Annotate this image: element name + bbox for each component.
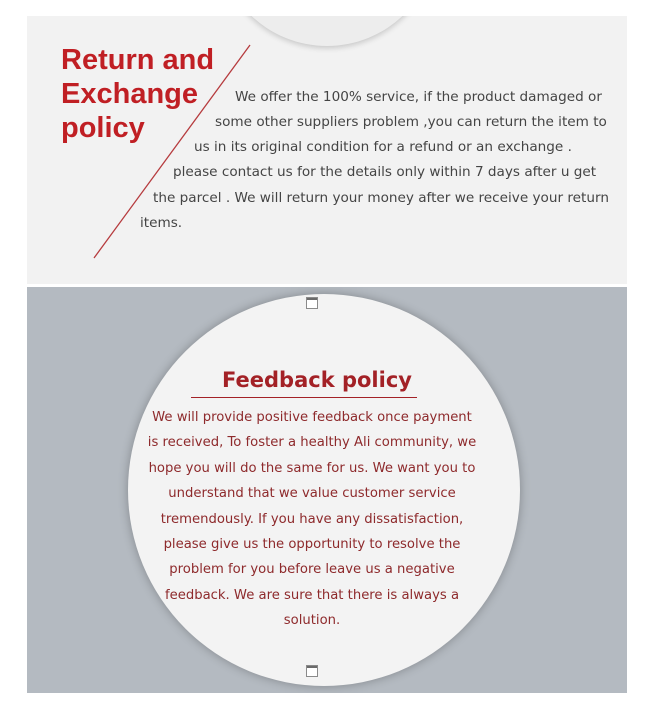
return-policy-text-line: the parcel . We will return your money after we receive your return	[153, 190, 609, 206]
feedback-text-line: feedback. We are sure that there is always a	[164, 587, 460, 603]
return-policy-text-line: items.	[140, 215, 183, 231]
feedback-text-line: problem for you before leave us a negative	[169, 562, 455, 578]
feedback-policy-section	[27, 287, 627, 693]
return-policy-text-line: please contact us for the details only within 7 days after u get	[173, 164, 597, 180]
return-policy-text-line: us in its original condition for a refund or an exchange .	[194, 139, 572, 155]
feedback-text-line: We will provide positive feedback once payment	[152, 410, 472, 425]
return-policy-text-line: some other suppliers problem ,you can return the item to	[215, 114, 607, 130]
feedback-policy-text	[132, 405, 492, 634]
return-policy-text-line: We offer the 100% service, if the product damaged or	[235, 89, 602, 105]
square-marker-icon	[306, 665, 318, 677]
feedback-text-line: hope you will do the same for us. We want you to	[148, 460, 476, 476]
feedback-text-line: please give us the opportunity to resolve the	[163, 537, 461, 553]
feedback-policy-title: Feedback policy	[222, 368, 412, 392]
square-marker-icon	[306, 297, 318, 309]
return-title-line: policy	[61, 112, 145, 144]
feedback-text-line: solution.	[283, 613, 341, 629]
return-policy-section	[27, 16, 627, 284]
return-title-line: Return and	[61, 44, 215, 76]
return-title-line: Exchange	[61, 78, 198, 110]
feedback-text-line: is received, To foster a healthy Ali community, we	[147, 435, 477, 451]
feedback-text-line: understand that we value customer service	[168, 486, 456, 502]
feedback-title-underline	[191, 397, 417, 398]
feedback-text-line: tremendously. If you have any dissatisfaction,	[160, 511, 464, 527]
